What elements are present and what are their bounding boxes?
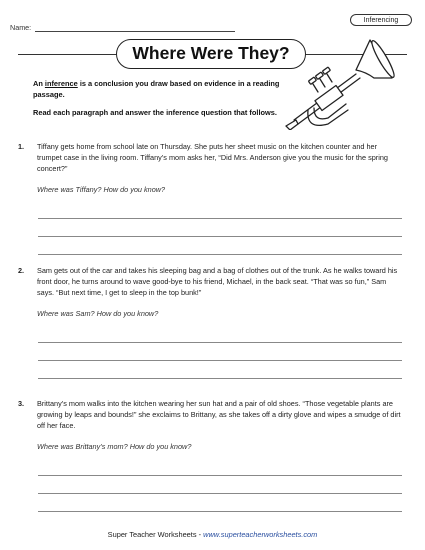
question-number: 1. [18,142,25,151]
instructions: Read each paragraph and answer the inference question that follows. [33,108,277,117]
answer-line[interactable] [38,343,402,361]
answer-line[interactable] [38,361,402,379]
question-passage: Tiffany gets home from school late on Thursday. She puts her sheet music on the kitchen counter and her trumpet case in the living room. Tiffany’s mom asks her, “Did Mrs. Anderson give you the music for the spring concert?” [37,142,388,174]
name-line[interactable] [35,23,235,32]
answer-line[interactable] [38,325,402,343]
question-1 [18,141,402,255]
footer [0,530,425,539]
answer-line[interactable] [38,219,402,237]
name-label: Name: [10,23,32,32]
footer-brand: Super Teacher Worksheets - [107,530,204,539]
answer-line[interactable] [38,201,402,219]
topic-tag: Inferencing [350,14,412,26]
answer-line[interactable] [38,494,402,512]
trumpet-icon [276,34,400,130]
answer-line[interactable] [38,458,402,476]
question-prompt: Where was Tiffany? How do you know? [37,184,166,194]
question-prompt: Where was Sam? How do you know? [37,308,159,318]
page-title: Where Were They? [116,39,306,69]
inference-term: inference [44,79,78,88]
question-prompt: Where was Brittany’s mom? How do you know? [37,441,192,451]
answer-line[interactable] [38,237,402,255]
intro-text [33,79,293,127]
question-number: 3. [18,399,25,408]
answer-line[interactable] [38,476,402,494]
question-2 [18,265,402,379]
footer-url[interactable]: www.superteacherworksheets.com [203,530,318,539]
question-passage: Sam gets out of the car and takes his sleeping bag and a bag of clothes out of the trunk. As he walks toward his front door, he turns around to wave good-bye to his friend, Michael, in the back seat. “That was so fun,” Sam says. “But next time, I get to sleep in the top bunk!” [37,266,398,298]
question-3 [18,398,402,512]
name-field-row [10,23,235,32]
answer-lines[interactable] [38,201,402,255]
question-number: 2. [18,266,25,275]
answer-lines[interactable] [38,325,402,379]
inference-definition: An inference is a conclusion you draw based on evidence in a reading passage. [33,79,280,99]
answer-lines[interactable] [38,458,402,512]
question-passage: Brittany’s mom walks into the kitchen wearing her sun hat and a pair of old shoes. “Those vegetable plants are growing by leaps and bounds!” she exclaims to Brittany, as she takes off a dirty glove and wipes a smudge of dirt off her face. [37,399,401,431]
